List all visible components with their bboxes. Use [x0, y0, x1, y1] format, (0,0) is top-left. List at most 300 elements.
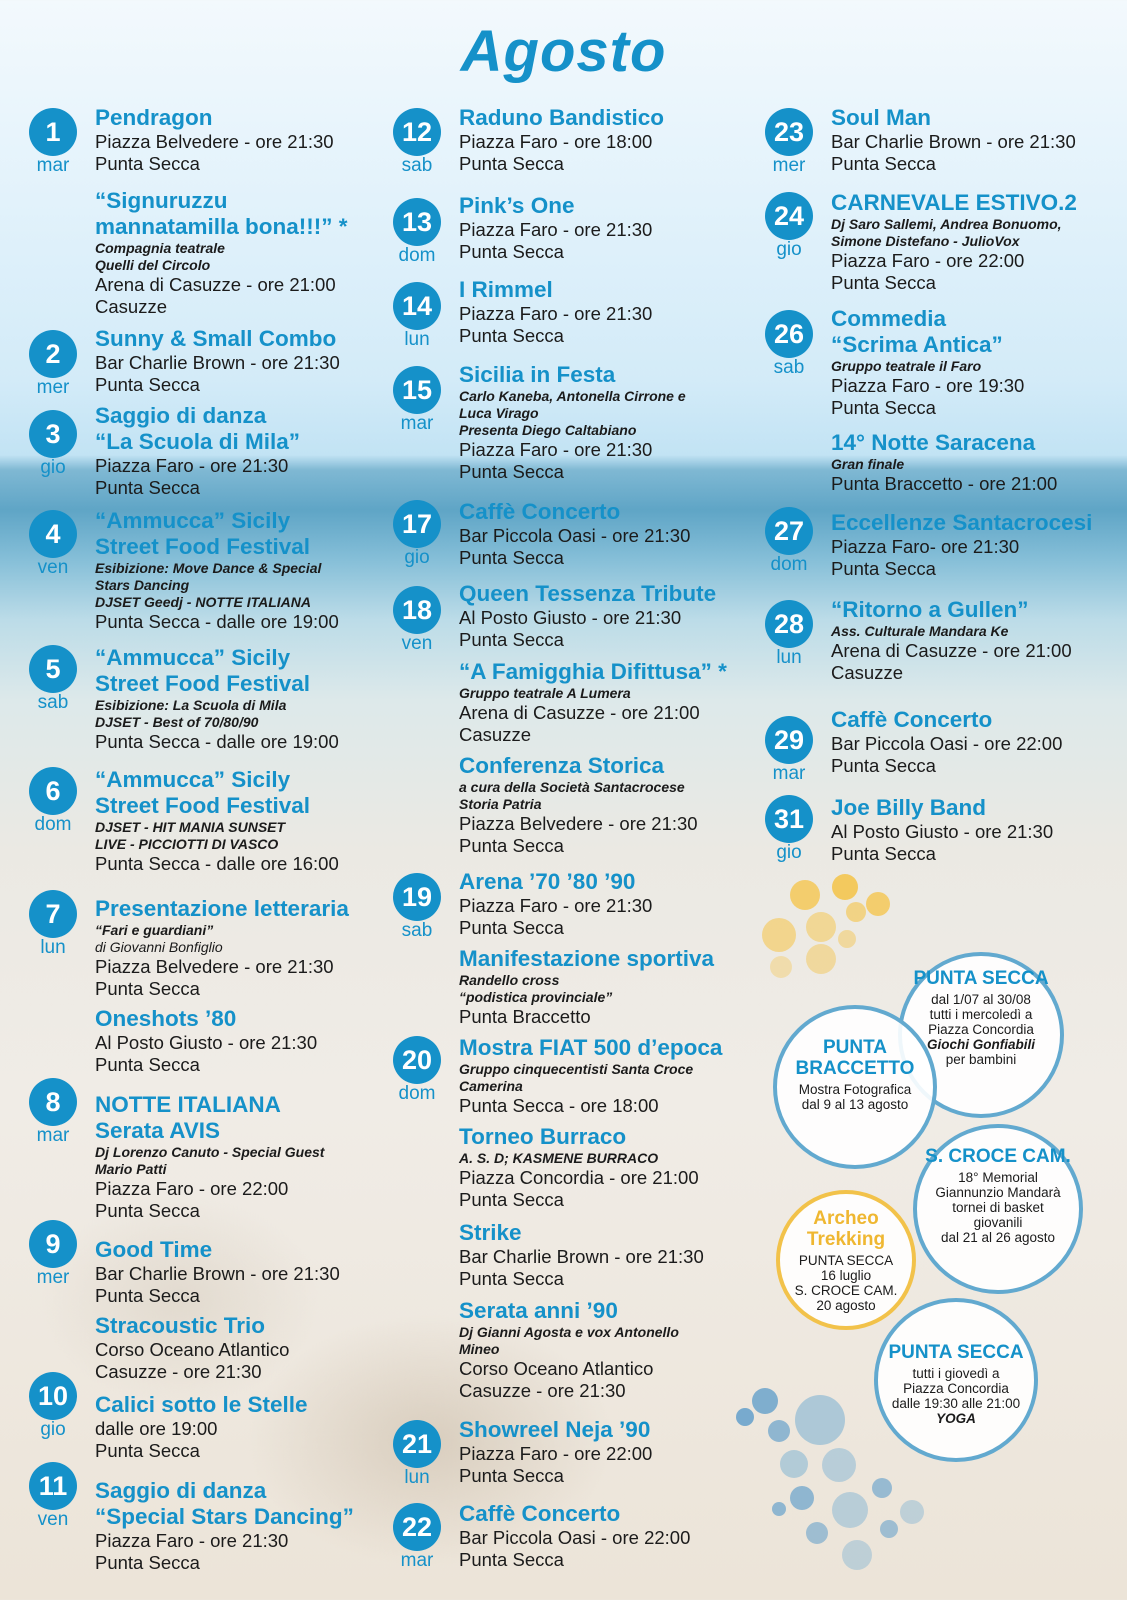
- circle-title: PUNTA SECCA: [888, 1342, 1024, 1363]
- date-badge: [23, 890, 83, 958]
- event-detail: Corso Oceano Atlantico: [459, 1358, 654, 1379]
- event-subtitle: DJSET Geedj - NOTTE ITALIANA: [95, 594, 311, 610]
- date-number: 11: [29, 1462, 77, 1510]
- event-title: “La Scuola di Mila”: [95, 429, 301, 454]
- circle-title: BRACCETTO: [795, 1058, 915, 1079]
- event-detail: Piazza Faro - ore 21:30: [459, 219, 653, 240]
- event-subtitle: Compagnia teatrale: [95, 240, 225, 256]
- event-title: I Rimmel: [459, 277, 553, 302]
- event-detail: Piazza Faro - ore 19:30: [831, 375, 1025, 396]
- event-entry: [95, 767, 425, 875]
- event-subtitle: Ass. Culturale Mandara Ke: [831, 623, 1009, 639]
- weekday-label: dom: [398, 1083, 436, 1104]
- date-badge: [23, 645, 83, 713]
- date-badge: [759, 716, 819, 784]
- event-detail: dalle ore 19:00: [95, 1418, 218, 1439]
- event-entry: [459, 105, 789, 174]
- event-title: Queen Tessenza Tribute: [459, 581, 717, 606]
- event-detail: Punta Braccetto - ore 21:00: [831, 473, 1058, 494]
- event-subtitle: Dj Gianni Agosta e vox Antonello: [459, 1324, 679, 1340]
- event-entry: [95, 508, 425, 633]
- weekday-label: sab: [401, 155, 433, 176]
- circle-text: YOGA: [936, 1411, 976, 1426]
- event-subtitle: Esibizione: Move Dance & Special: [95, 560, 322, 576]
- event-title: 14° Notte Saracena: [831, 430, 1036, 455]
- event-detail: Punta Secca: [459, 1188, 564, 1210]
- event-title: Raduno Bandistico: [459, 105, 665, 130]
- date-number: 1: [29, 108, 77, 156]
- date-number: 29: [765, 716, 813, 764]
- event-entry: [95, 403, 425, 498]
- date-badge: [23, 767, 83, 835]
- event-title: “Ammucca” Sicily: [95, 645, 291, 670]
- bubble: [866, 892, 890, 916]
- event-detail: Al Posto Giusto - ore 21:30: [95, 1032, 318, 1053]
- weekday-label: gio: [776, 239, 802, 260]
- date-badge: [759, 310, 819, 378]
- info-circle-punta-secca-yoga: [874, 1298, 1038, 1462]
- circle-text: giovanili: [973, 1215, 1023, 1230]
- event-subtitle: Gran finale: [831, 456, 905, 472]
- circle-text: dal 21 al 26 agosto: [940, 1230, 1056, 1245]
- event-entry: [95, 645, 425, 753]
- event-detail: Punta Secca: [459, 324, 564, 346]
- weekday-label: gio: [404, 547, 430, 568]
- event-detail: Punta Secca: [831, 396, 936, 418]
- bubble: [806, 912, 836, 942]
- event-detail: Piazza Faro - ore 22:00: [95, 1178, 289, 1199]
- bubble: [790, 880, 820, 910]
- weekday-label: ven: [37, 1509, 69, 1530]
- date-number: 5: [29, 645, 77, 693]
- event-title: “A Famigghia Difittusa” *: [459, 659, 727, 684]
- event-title: Soul Man: [831, 105, 931, 130]
- event-detail: Piazza Belvedere - ore 21:30: [459, 813, 698, 834]
- circle-text: tornei di basket: [952, 1200, 1044, 1215]
- circle-text: per bambini: [945, 1052, 1017, 1067]
- event-detail: Punta Secca: [459, 916, 564, 938]
- event-entry: [95, 1006, 425, 1075]
- bubble: [842, 1540, 872, 1570]
- circle-text: 20 agosto: [816, 1298, 876, 1313]
- date-number: 31: [765, 795, 813, 843]
- weekday-label: mar: [36, 155, 70, 176]
- event-subtitle: “podistica provinciale”: [459, 989, 613, 1005]
- circle-text: Piazza Concordia: [903, 1381, 1009, 1396]
- event-title: Oneshots ’80: [95, 1006, 237, 1031]
- event-detail: Casuzze: [459, 723, 531, 745]
- event-title: Saggio di danza: [95, 403, 267, 428]
- event-detail: Casuzze: [831, 661, 903, 683]
- bubble: [806, 944, 836, 974]
- event-entry: [95, 1237, 425, 1306]
- event-entry: [831, 430, 1127, 495]
- event-detail: Bar Charlie Brown - ore 21:30: [459, 1246, 704, 1267]
- event-subtitle: Gruppo teatrale A Lumera: [459, 685, 631, 701]
- event-detail: Piazza Faro - ore 21:30: [459, 895, 653, 916]
- info-circle-archeo-trekking: [776, 1190, 916, 1330]
- bubble: [872, 1478, 892, 1498]
- date-number: 22: [393, 1503, 441, 1551]
- date-badge: [387, 108, 447, 176]
- event-detail: Punta Secca: [95, 152, 200, 174]
- event-detail: Punta Secca: [831, 152, 936, 174]
- event-title: “Signuruzzu: [95, 188, 228, 213]
- event-subtitle: Simone Distefano - JulioVox: [831, 233, 1020, 249]
- weekday-label: dom: [398, 245, 436, 266]
- event-detail: Punta Secca: [459, 240, 564, 262]
- date-number: 26: [765, 310, 813, 358]
- weekday-label: mer: [36, 1267, 70, 1288]
- event-detail: Punta Secca: [459, 546, 564, 568]
- event-title: Commedia: [831, 306, 947, 331]
- event-title: “Scrima Antica”: [831, 332, 1003, 357]
- event-detail: Punta Secca: [459, 460, 564, 482]
- bubble: [790, 1486, 814, 1510]
- event-detail: Piazza Faro - ore 22:00: [459, 1443, 653, 1464]
- event-entry: [459, 1220, 789, 1289]
- date-number: 21: [393, 1420, 441, 1468]
- event-subtitle: Dj Lorenzo Canuto - Special Guest: [95, 1144, 325, 1160]
- event-title: Caffè Concerto: [459, 1501, 621, 1526]
- event-title: Street Food Festival: [95, 534, 311, 559]
- weekday-label: dom: [34, 814, 72, 835]
- date-badge: [387, 586, 447, 654]
- circle-title: S. CROCE CAM.: [925, 1146, 1071, 1167]
- date-number: 4: [29, 510, 77, 558]
- event-subtitle: A. S. D; KASMENE BURRACO: [459, 1150, 659, 1166]
- event-subtitle: Mineo: [459, 1341, 500, 1357]
- date-number: 8: [29, 1078, 77, 1126]
- date-number: 7: [29, 890, 77, 938]
- event-title: Pink’s One: [459, 193, 575, 218]
- date-number: 24: [765, 192, 813, 240]
- circle-title: Trekking: [806, 1229, 886, 1250]
- event-subtitle: Carlo Kaneba, Antonella Cirrone e: [459, 388, 686, 404]
- event-title: Presentazione letteraria: [95, 896, 349, 921]
- weekday-label: lun: [776, 647, 802, 668]
- circle-text: Mostra Fotografica: [798, 1082, 912, 1097]
- event-subtitle: Presenta Diego Caltabiano: [459, 422, 637, 438]
- event-title: Sunny & Small Combo: [95, 326, 337, 351]
- event-entry: [831, 795, 1127, 864]
- bubble: [832, 1492, 868, 1528]
- event-title: “Ritorno a Gullen”: [831, 597, 1029, 622]
- event-detail: Punta Secca: [95, 1284, 200, 1306]
- date-number: 12: [393, 108, 441, 156]
- event-subtitle: Esibizione: La Scuola di Mila: [95, 697, 287, 713]
- event-entry: [831, 105, 1127, 174]
- date-badge: [23, 1372, 83, 1440]
- bubble: [838, 930, 856, 948]
- circle-text: tutti i mercoledì a: [929, 1007, 1033, 1022]
- weekday-label: ven: [37, 557, 69, 578]
- event-entry: [459, 1417, 789, 1486]
- date-number: 20: [393, 1036, 441, 1084]
- date-number: 27: [765, 507, 813, 555]
- circle-text: PUNTA SECCA: [798, 1253, 894, 1268]
- event-subtitle: Stars Dancing: [95, 577, 190, 593]
- event-detail: Punta Secca: [831, 842, 936, 864]
- weekday-label: sab: [37, 692, 69, 713]
- weekday-label: dom: [770, 554, 808, 575]
- event-subtitle: Dj Saro Sallemi, Andrea Bonuomo,: [831, 216, 1062, 232]
- event-detail: Casuzze - ore 21:30: [459, 1379, 626, 1401]
- event-subtitle: DJSET - Best of 70/80/90: [95, 714, 259, 730]
- circle-text: Giochi Gonfiabili: [927, 1037, 1035, 1052]
- date-badge: [759, 108, 819, 176]
- event-detail: Corso Oceano Atlantico: [95, 1339, 290, 1360]
- event-entry: [831, 306, 1127, 418]
- weekday-label: lun: [40, 937, 66, 958]
- event-detail: Arena di Casuzze - ore 21:00: [831, 640, 1072, 661]
- event-detail: Bar Piccola Oasi - ore 21:30: [459, 525, 691, 546]
- date-badge: [387, 198, 447, 266]
- event-subtitle: di Giovanni Bonfiglio: [95, 939, 223, 955]
- weekday-label: mar: [400, 1550, 434, 1571]
- event-subtitle: Luca Virago: [459, 405, 539, 421]
- event-title: Manifestazione sportiva: [459, 946, 715, 971]
- bubble: [822, 1448, 856, 1482]
- date-number: 23: [765, 108, 813, 156]
- date-badge: [23, 510, 83, 578]
- event-detail: Punta Secca: [95, 476, 200, 498]
- event-title: mannatamilla bona!!!” *: [95, 214, 348, 239]
- event-entry: [459, 499, 789, 568]
- event-detail: Punta Secca: [831, 557, 936, 579]
- event-title: Street Food Festival: [95, 793, 311, 818]
- date-badge: [759, 600, 819, 668]
- date-badge: [387, 500, 447, 568]
- event-title: Street Food Festival: [95, 671, 311, 696]
- event-entry: [459, 362, 789, 482]
- event-detail: Casuzze: [95, 295, 167, 317]
- circle-title: PUNTA: [822, 1037, 888, 1058]
- date-number: 15: [393, 366, 441, 414]
- event-detail: Punta Secca: [95, 977, 200, 999]
- date-badge: [387, 366, 447, 434]
- event-detail: Punta Secca - dalle ore 16:00: [95, 853, 339, 874]
- date-badge: [759, 795, 819, 863]
- event-detail: Al Posto Giusto - ore 21:30: [831, 821, 1054, 842]
- event-subtitle: Gruppo teatrale il Faro: [831, 358, 982, 374]
- date-number: 17: [393, 500, 441, 548]
- event-title: Showreel Neja ’90: [459, 1417, 651, 1442]
- weekday-label: lun: [404, 1467, 430, 1488]
- event-entry: [459, 753, 789, 856]
- date-badge: [387, 1420, 447, 1488]
- event-detail: Punta Secca: [459, 152, 564, 174]
- event-entry: [95, 188, 425, 317]
- event-entry: [95, 1392, 425, 1461]
- circle-text: dal 9 al 13 agosto: [801, 1097, 909, 1112]
- event-detail: Piazza Faro - ore 22:00: [831, 250, 1025, 271]
- date-number: 6: [29, 767, 77, 815]
- event-entry: [95, 896, 425, 999]
- date-badge: [387, 1503, 447, 1571]
- event-entry: [459, 659, 789, 745]
- event-entry: [459, 1035, 789, 1117]
- date-badge: [23, 108, 83, 176]
- weekday-label: gio: [776, 842, 802, 863]
- event-title: Eccellenze Santacrocesi: [831, 510, 1093, 535]
- event-title: “Ammucca” Sicily: [95, 508, 291, 533]
- event-entry: [95, 1092, 425, 1221]
- event-detail: Piazza Concordia - ore 21:00: [459, 1167, 699, 1188]
- event-entry: [459, 869, 789, 938]
- event-detail: Bar Piccola Oasi - ore 22:00: [831, 733, 1063, 754]
- event-detail: Punta Secca - dalle ore 19:00: [95, 611, 339, 632]
- date-badge: [23, 1220, 83, 1288]
- event-detail: Punta Secca: [95, 1551, 200, 1573]
- event-title: Conferenza Storica: [459, 753, 665, 778]
- date-number: 9: [29, 1220, 77, 1268]
- date-badge: [387, 873, 447, 941]
- circle-text: dalle 19:30 alle 21:00: [891, 1396, 1021, 1411]
- event-entry: [95, 1313, 425, 1382]
- event-detail: Piazza Faro - ore 21:30: [95, 1530, 289, 1551]
- weekday-label: mar: [36, 1125, 70, 1146]
- weekday-label: sab: [773, 357, 805, 378]
- date-number: 19: [393, 873, 441, 921]
- event-title: Torneo Burraco: [459, 1124, 627, 1149]
- weekday-label: ven: [401, 633, 433, 654]
- event-detail: Piazza Belvedere - ore 21:30: [95, 131, 334, 152]
- event-entry: [95, 1478, 425, 1573]
- page-title: Agosto: [460, 19, 667, 84]
- event-detail: Arena di Casuzze - ore 21:00: [95, 274, 336, 295]
- event-title: Joe Billy Band: [831, 795, 987, 820]
- weekday-label: mer: [772, 155, 806, 176]
- event-detail: Al Posto Giusto - ore 21:30: [459, 607, 682, 628]
- date-number: 10: [29, 1372, 77, 1420]
- event-entry: [459, 946, 789, 1028]
- event-title: Calici sotto le Stelle: [95, 1392, 308, 1417]
- event-subtitle: Camerina: [459, 1078, 523, 1094]
- event-title: Mostra FIAT 500 d’epoca: [459, 1035, 723, 1060]
- date-number: 13: [393, 198, 441, 246]
- event-entry: [831, 510, 1127, 579]
- event-detail: Piazza Belvedere - ore 21:30: [95, 956, 334, 977]
- event-entry: [459, 1501, 789, 1570]
- event-title: “Ammucca” Sicily: [95, 767, 291, 792]
- event-subtitle: Gruppo cinquecentisti Santa Croce: [459, 1061, 694, 1077]
- date-badge: [759, 192, 819, 260]
- date-badge: [23, 410, 83, 478]
- event-detail: Bar Piccola Oasi - ore 22:00: [459, 1527, 691, 1548]
- bubble: [880, 1520, 898, 1538]
- event-detail: Punta Secca: [95, 373, 200, 395]
- date-number: 18: [393, 586, 441, 634]
- date-number: 14: [393, 282, 441, 330]
- bubble: [832, 874, 858, 900]
- event-detail: Punta Secca: [459, 1548, 564, 1570]
- event-subtitle: Randello cross: [459, 972, 560, 988]
- event-subtitle: LIVE - PICCIOTTI DI VASCO: [95, 836, 279, 852]
- circle-text: S. CROCE CAM.: [794, 1283, 898, 1298]
- event-title: Serata AVIS: [95, 1118, 221, 1143]
- circle-text: dal 1/07 al 30/08: [931, 992, 1031, 1007]
- event-detail: Punta Secca: [831, 271, 936, 293]
- event-subtitle: Mario Patti: [95, 1161, 167, 1177]
- event-entry: [95, 105, 425, 174]
- event-title: “Special Stars Dancing”: [95, 1504, 354, 1529]
- event-detail: Punta Secca: [95, 1053, 200, 1075]
- bubble: [795, 1395, 845, 1445]
- event-detail: Bar Charlie Brown - ore 21:30: [95, 1263, 340, 1284]
- event-title: Serata anni ’90: [459, 1298, 618, 1323]
- bubble: [900, 1500, 924, 1524]
- event-entry: [459, 1124, 789, 1210]
- event-detail: Punta Secca: [831, 754, 936, 776]
- event-detail: Casuzze - ore 21:30: [95, 1360, 262, 1382]
- event-title: Caffè Concerto: [831, 707, 993, 732]
- circle-text: Giannunzio Mandarà: [935, 1185, 1061, 1200]
- circle-text: tutti i giovedì a: [912, 1366, 1000, 1381]
- event-detail: Punta Secca - dalle ore 19:00: [95, 731, 339, 752]
- event-detail: Piazza Faro - ore 21:30: [95, 455, 289, 476]
- event-title: Strike: [459, 1220, 522, 1245]
- event-subtitle: a cura della Società Santacrocese: [459, 779, 685, 795]
- event-detail: Bar Charlie Brown - ore 21:30: [95, 352, 340, 373]
- circle-title: Archeo: [813, 1208, 879, 1229]
- event-entry: [459, 277, 789, 346]
- date-badge: [23, 330, 83, 398]
- event-entry: [459, 581, 789, 650]
- event-title: NOTTE ITALIANA: [95, 1092, 281, 1117]
- circle-text: Piazza Concordia: [928, 1022, 1034, 1037]
- weekday-label: lun: [404, 329, 430, 350]
- event-detail: Punta Secca - ore 18:00: [459, 1095, 659, 1116]
- event-entry: [459, 1298, 789, 1401]
- event-subtitle: Quelli del Circolo: [95, 257, 211, 273]
- event-title: Sicilia in Festa: [459, 362, 616, 387]
- weekday-label: mar: [772, 763, 806, 784]
- event-detail: Punta Secca: [95, 1439, 200, 1461]
- event-title: Stracoustic Trio: [95, 1313, 266, 1338]
- event-title: Pendragon: [95, 105, 213, 130]
- date-badge: [23, 1078, 83, 1146]
- event-detail: Punta Secca: [459, 834, 564, 856]
- circle-title: PUNTA SECCA: [913, 968, 1049, 989]
- weekday-label: gio: [40, 1419, 66, 1440]
- event-detail: Piazza Faro- ore 21:30: [831, 536, 1020, 557]
- event-entry: [831, 707, 1127, 776]
- date-number: 28: [765, 600, 813, 648]
- event-subtitle: Storia Patria: [459, 796, 542, 812]
- info-circle-s-croce: [913, 1124, 1083, 1294]
- date-badge: [387, 1036, 447, 1104]
- date-number: 2: [29, 330, 77, 378]
- circle-text: 16 luglio: [820, 1268, 872, 1283]
- event-detail: Punta Secca: [459, 1267, 564, 1289]
- event-detail: Punta Secca: [459, 1464, 564, 1486]
- event-entry: [459, 193, 789, 262]
- event-detail: Piazza Faro - ore 18:00: [459, 131, 653, 152]
- event-detail: Punta Secca: [459, 628, 564, 650]
- weekday-label: gio: [40, 457, 66, 478]
- date-badge: [387, 282, 447, 350]
- bubble: [806, 1522, 828, 1544]
- event-detail: Arena di Casuzze - ore 21:00: [459, 702, 700, 723]
- info-circle-punta-braccetto: [773, 1005, 937, 1169]
- event-subtitle: DJSET - HIT MANIA SUNSET: [95, 819, 286, 835]
- event-detail: Punta Secca: [95, 1199, 200, 1221]
- date-number: 3: [29, 410, 77, 458]
- event-title: CARNEVALE ESTIVO.2: [831, 190, 1077, 215]
- date-badge: [759, 507, 819, 575]
- weekday-label: mer: [36, 377, 70, 398]
